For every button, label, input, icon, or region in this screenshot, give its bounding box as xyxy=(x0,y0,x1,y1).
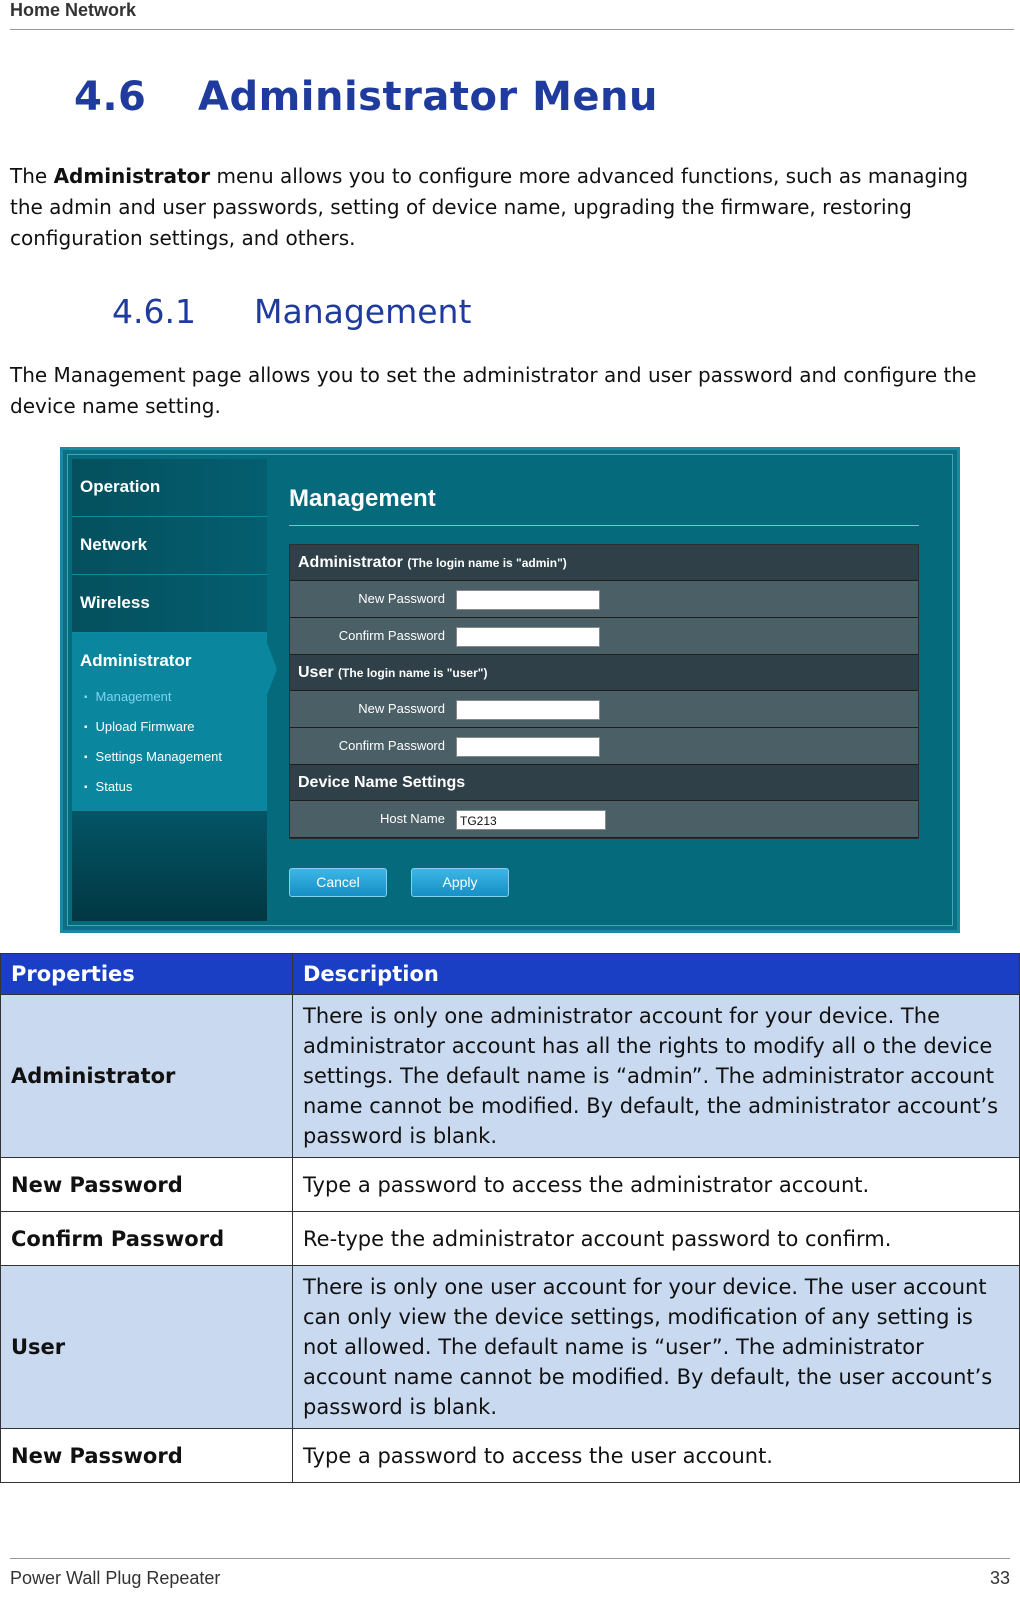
table-header-description: Description xyxy=(293,954,1020,995)
nav-item-administrator-label: Administrator xyxy=(80,651,192,670)
table-row xyxy=(1,1158,1020,1212)
device-name-section-header xyxy=(290,765,918,801)
user-confirm-password-input[interactable] xyxy=(456,737,600,757)
nav-submenu xyxy=(80,689,267,809)
subsection-number: 4.6.1 xyxy=(112,292,196,331)
table-header-row xyxy=(1,954,1020,995)
footer-product: Power Wall Plug Repeater xyxy=(10,1568,221,1588)
nav-sub-settings-management[interactable]: ▪ Settings Management xyxy=(80,749,267,779)
side-nav xyxy=(72,459,267,921)
table-cell-description: Type a password to access the user account. xyxy=(293,1429,1020,1483)
admin-confirm-password-row xyxy=(290,618,918,655)
panel-title: Management xyxy=(289,485,436,512)
table-row xyxy=(1,1212,1020,1266)
user-header-label: User xyxy=(298,664,334,681)
device-name-header-label: Device Name Settings xyxy=(298,774,466,791)
table-cell-description: There is only one administrator account for your device. The administrator account has all the rights to modify all o the device settings. The default name is “admin”. The administrator account name cannot be modified. By default, the administrator account’s password is blank. xyxy=(293,995,1020,1158)
nav-item-wireless[interactable]: Wireless xyxy=(72,575,267,633)
user-header-note: (The login name is "user") xyxy=(338,666,488,680)
table-cell-property: New Password xyxy=(1,1429,293,1483)
intro-lead: The xyxy=(10,164,54,188)
table-cell-property: Administrator xyxy=(1,995,293,1158)
user-new-password-input[interactable] xyxy=(456,700,600,720)
running-header-title: Home Network xyxy=(10,0,137,20)
admin-header-label: Administrator xyxy=(298,554,403,571)
admin-header-note: (The login name is "admin") xyxy=(407,556,567,570)
user-confirm-password-label: Confirm Password xyxy=(338,738,445,753)
nav-sub-status[interactable]: ▪ Status xyxy=(80,779,267,809)
nav-item-network[interactable]: Network xyxy=(72,517,267,575)
table-cell-property: User xyxy=(1,1266,293,1429)
admin-confirm-password-input[interactable] xyxy=(456,627,600,647)
table-row xyxy=(1,1429,1020,1483)
footer-page-number: 33 xyxy=(989,1568,1010,1588)
cancel-button[interactable]: Cancel xyxy=(289,868,387,897)
user-section-header xyxy=(290,655,918,691)
admin-new-password-row xyxy=(290,581,918,618)
table-cell-description: Re-type the administrator account password to confirm. xyxy=(293,1212,1020,1266)
page-footer xyxy=(10,1558,1010,1589)
intro-bold: Administrator xyxy=(53,164,211,188)
table-row xyxy=(1,1266,1020,1429)
nav-item-administrator[interactable] xyxy=(72,633,267,823)
apply-button[interactable]: Apply xyxy=(411,868,509,897)
host-name-label: Host Name xyxy=(379,811,445,826)
table-cell-description: Type a password to access the administrator account. xyxy=(293,1158,1020,1212)
user-confirm-password-row xyxy=(290,728,918,765)
table-row xyxy=(1,995,1020,1158)
table-cell-property: New Password xyxy=(1,1158,293,1212)
subsection-paragraph: The Management page allows you to set the administrator and user password and configure the device name setting. xyxy=(10,363,977,418)
admin-new-password-input[interactable] xyxy=(456,590,600,610)
nav-sub-management[interactable]: ▪ Management xyxy=(80,689,267,719)
panel-divider xyxy=(289,525,919,526)
table-header-properties: Properties xyxy=(1,954,293,995)
user-new-password-label: New Password xyxy=(358,701,445,716)
admin-section-header xyxy=(290,545,918,581)
intro-rest: menu allows you to configure more advanced functions, such as managing the admin and user passwords, setting of device name, upgrading the firmware, restoring configuration settings, and others. xyxy=(10,164,969,250)
screenshot-inner xyxy=(67,454,953,926)
host-name-input[interactable]: TG213 xyxy=(456,810,606,830)
nav-item-operation[interactable]: Operation xyxy=(72,459,267,517)
nav-bottom-panel xyxy=(72,811,267,921)
running-header xyxy=(10,0,1014,30)
table-cell-description: There is only one user account for your device. The user account can only view the device settings, modification of any setting is not allowed. The default name is “user”. The administrator account name cannot be modified. By default, the user account’s password is blank. xyxy=(293,1266,1020,1429)
properties-table xyxy=(0,953,1020,1483)
host-name-row xyxy=(290,801,918,838)
nav-sub-upload-firmware[interactable]: ▪ Upload Firmware xyxy=(80,719,267,749)
subsection-heading xyxy=(112,292,471,331)
section-title: Administrator Menu xyxy=(198,74,658,120)
management-screenshot xyxy=(60,447,960,933)
section-heading xyxy=(74,74,658,120)
subsection-title: Management xyxy=(254,292,472,331)
table-cell-property: Confirm Password xyxy=(1,1212,293,1266)
admin-new-password-label: New Password xyxy=(358,591,445,606)
management-form xyxy=(289,544,919,839)
admin-confirm-password-label: Confirm Password xyxy=(338,628,445,643)
user-new-password-row xyxy=(290,691,918,728)
intro-paragraph xyxy=(10,161,1000,254)
section-number: 4.6 xyxy=(74,74,147,120)
